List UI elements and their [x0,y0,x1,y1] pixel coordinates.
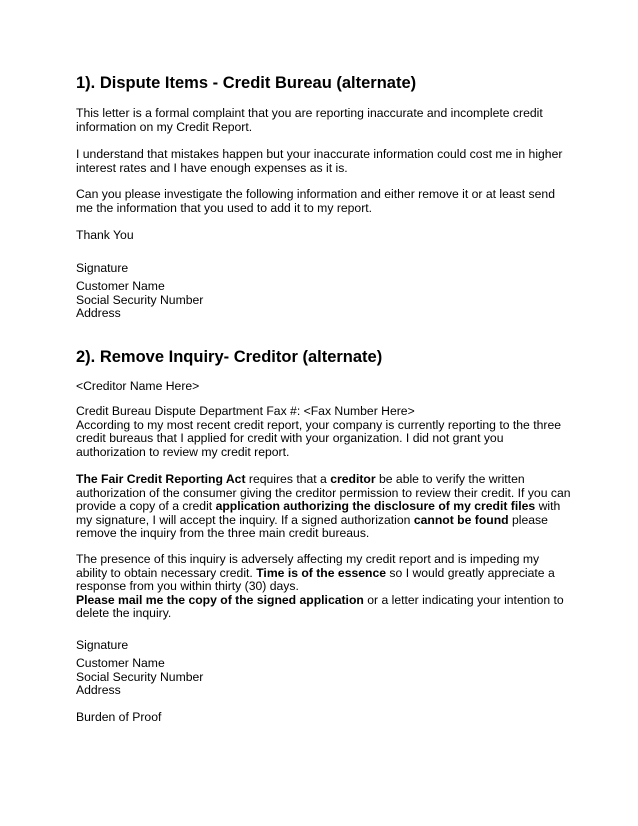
section1-para1: This letter is a formal complaint that you are reporting inaccurate and incomplete credit information on my Credit Report. [76,106,543,134]
address: Address [76,306,121,320]
customer-name: Customer Name [76,279,165,293]
intro-paragraph: According to my most recent credit report, your company is currently reporting to the three credit bureaus that I applied for credit with your organization. I did not grant you authorization to review my credit report. [76,417,562,459]
fax-line: Credit Bureau Dispute Department Fax #: <Fax Number Here> [76,404,415,418]
fcra-paragraph: The Fair Credit Reporting Act requires that a creditor be able to verify the written authorization of the consumer giving the creditor permission to review their credit. If you can provide a copy of a credit application authorizing the disclosure of my credit files with my signature, I will accept the inquiry. If a signed authorization cannot be found please remove the inquiry from the three main credit bureaus. [76,472,571,540]
section1-signature: Signature [76,261,129,275]
section1-heading: 1). Dispute Items - Credit Bureau (alternate) [76,74,417,92]
customer-name: Customer Name [76,656,165,670]
mail-request: Please mail me the copy of the signed application or a letter indicating your intention to delete the inquiry. [76,592,564,620]
section2-signature: Signature [76,638,129,652]
section1-para3: Can you please investigate the following information and either remove it or at least send me the information that you used to add it to my report. [76,187,555,215]
section2-sender-block [76,657,571,698]
section2-heading: 2). Remove Inquiry- Creditor (alternate) [76,348,383,366]
creditor-name-placeholder: <Creditor Name Here> [76,379,200,393]
social-security-number: Social Security Number [76,292,204,307]
section2-intro [76,405,571,459]
social-security-number: Social Security Number [76,669,204,684]
section1-para2: I understand that mistakes happen but your inaccurate information could cost me in higher interest rates and I have enough expenses as it is. [76,147,563,175]
address: Address [76,683,121,697]
presence-paragraph: The presence of this inquiry is adversely affecting my credit report and is impeding my ability to obtain necessary credit. Time is of the essence so I would greatly appreciate a response from you within thirty (30) days. Please mail me the copy of the signed application or a letter indicating your intention to delete the inquiry. [76,553,571,621]
section1-sender-block [76,280,571,321]
section1-thanks: Thank You [76,228,134,242]
burden-of-proof: Burden of Proof [76,710,162,724]
